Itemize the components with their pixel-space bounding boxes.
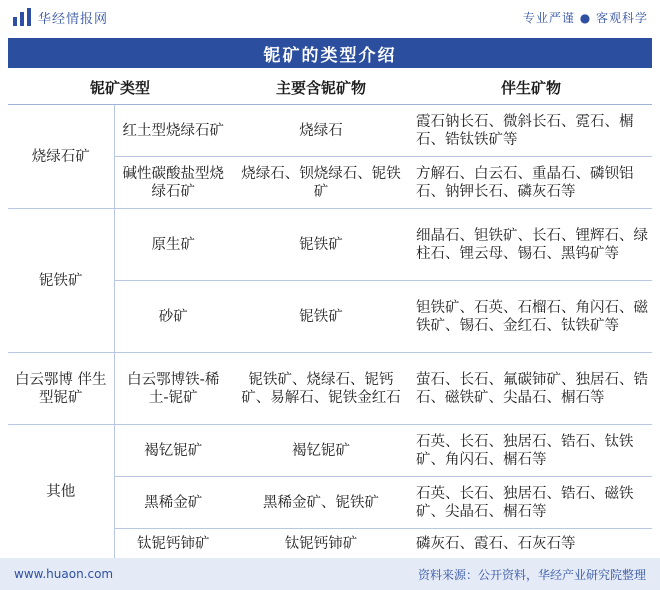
group-type-cell: 其他 — [8, 425, 114, 559]
data-source: 资料来源：公开资料，华经产业研究院整理 — [417, 567, 646, 582]
assoc-mineral-cell: 石英、长石、独居石、锆石、钛铁矿、角闪石、榍石等 — [410, 425, 652, 477]
main-mineral-cell: 铌铁矿 — [232, 209, 410, 281]
assoc-mineral-cell: 霞石钠长石、微斜长石、霓石、榍石、锆钛铁矿等 — [410, 105, 652, 157]
group-type-cell: 铌铁矿 — [8, 209, 114, 353]
group-type-cell: 白云鄂博 伴生型铌矿 — [8, 353, 114, 425]
table-row — [8, 209, 652, 281]
subtype-cell: 碱性碳酸盐型烧绿石矿 — [114, 157, 232, 209]
table-row — [8, 425, 652, 477]
main-mineral-cell: 烧绿石、钡烧绿石、铌铁矿 — [232, 157, 410, 209]
subtype-cell: 黑稀金矿 — [114, 477, 232, 529]
table-row — [8, 353, 652, 425]
table-row — [8, 105, 652, 157]
subtype-cell: 褐钇铌矿 — [114, 425, 232, 477]
subtype-cell: 红土型烧绿石矿 — [114, 105, 232, 157]
assoc-mineral-cell: 石英、长石、独居石、锆石、磁铁矿、尖晶石、榍石等 — [410, 477, 652, 529]
subtype-cell: 白云鄂博铁-稀土-铌矿 — [114, 353, 232, 425]
header-type: 铌矿类型 — [8, 72, 232, 105]
subtype-cell: 钛铌钙铈矿 — [114, 529, 232, 559]
site-url: www.huaon.com — [14, 567, 114, 581]
assoc-mineral-cell: 方解石、白云石、重晶石、磷钡铝石、钠钾长石、磷灰石等 — [410, 157, 652, 209]
assoc-mineral-cell: 细晶石、钽铁矿、长石、锂辉石、绿柱石、锂云母、锡石、黑钨矿等 — [410, 209, 652, 281]
footer-bar — [0, 558, 660, 590]
main-mineral-cell: 褐钇铌矿 — [232, 425, 410, 477]
brand-name: 华经情报网 — [38, 11, 109, 27]
header-assoc-mineral: 伴生矿物 — [410, 72, 652, 105]
group-type-cell: 烧绿石矿 — [8, 105, 114, 209]
table-header-row — [8, 72, 652, 105]
assoc-mineral-cell: 钽铁矿、石英、石榴石、角闪石、磁铁矿、锡石、金红石、钛铁矿等 — [410, 281, 652, 353]
main-mineral-cell: 钛铌钙铈矿 — [232, 529, 410, 559]
slogan: 专业严谨 ● 客观科学 — [522, 10, 648, 25]
brand — [12, 7, 108, 27]
main-mineral-cell: 黑稀金矿、铌铁矿 — [232, 477, 410, 529]
subtype-cell: 砂矿 — [114, 281, 232, 353]
main-mineral-cell: 铌铁矿、烧绿石、铌钙矿、易解石、铌铁金红石 — [232, 353, 410, 425]
bar-chart-logo-icon — [12, 7, 32, 27]
page-title: 铌矿的类型介绍 — [8, 38, 652, 68]
assoc-mineral-cell: 磷灰石、霞石、石灰石等 — [410, 529, 652, 559]
header-main-mineral: 主要含铌矿物 — [232, 72, 410, 105]
top-bar — [0, 0, 660, 34]
assoc-mineral-cell: 萤石、长石、氟碳铈矿、独居石、锆石、磁铁矿、尖晶石、榍石等 — [410, 353, 652, 425]
main-mineral-cell: 烧绿石 — [232, 105, 410, 157]
main-mineral-cell: 铌铁矿 — [232, 281, 410, 353]
niobium-type-table — [8, 72, 652, 559]
subtype-cell: 原生矿 — [114, 209, 232, 281]
